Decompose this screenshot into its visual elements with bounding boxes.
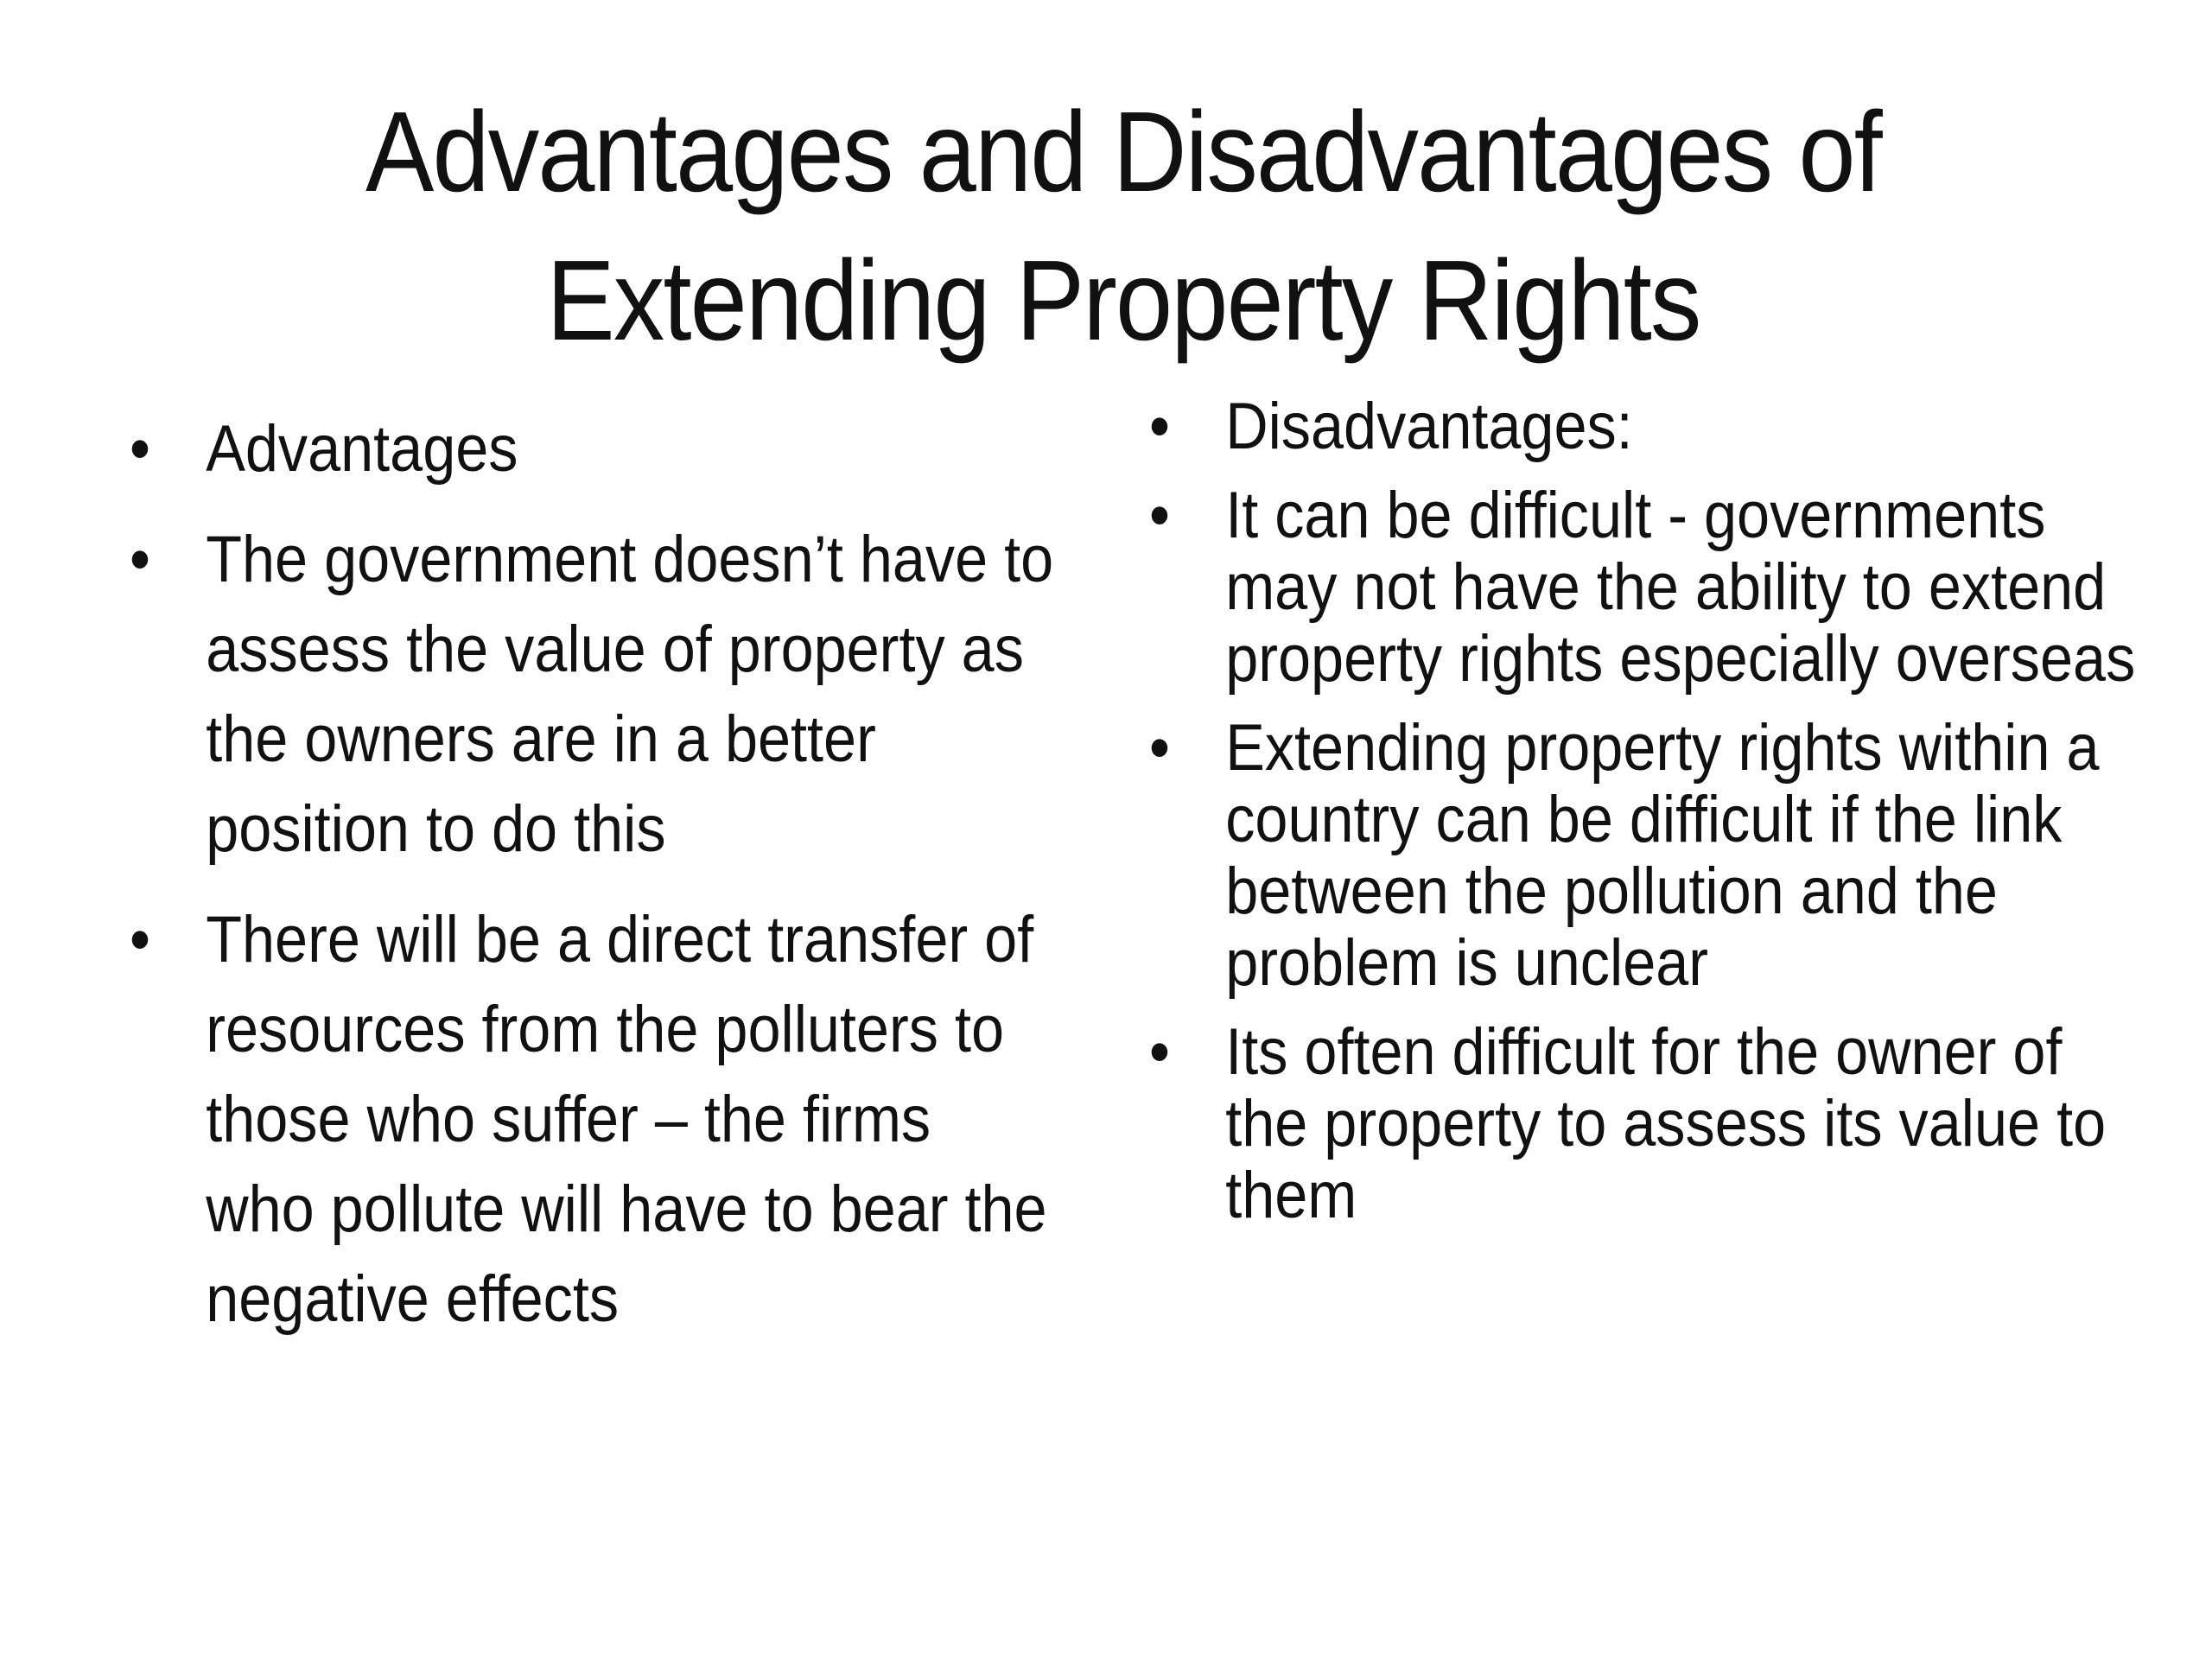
disadvantage-text: It can be difficult - governments may not have the ability to extend property rights especially overseas <box>1225 479 2136 696</box>
disadvantages-heading: Disadvantages: <box>1225 390 1633 463</box>
advantage-item <box>130 895 1055 1344</box>
bullet-icon: • <box>1149 711 1170 785</box>
advantage-text: The government doesn’t have to assess the value of property as the owners are in a better position to do this <box>206 523 1054 866</box>
disadvantage-text: Its often difficult for the owner of the property to assess its value to them <box>1225 1015 2107 1232</box>
disadvantage-item <box>1149 712 2152 999</box>
bullet-icon: • <box>130 903 150 976</box>
slide-title <box>346 78 1901 375</box>
bullet-icon: • <box>130 412 150 486</box>
disadvantage-item <box>1149 1016 2152 1231</box>
disadvantage-item <box>1149 480 2152 695</box>
advantages-heading: Advantages <box>206 412 518 486</box>
advantage-item <box>130 515 1055 874</box>
slide-title-line-2: Extending Property Rights <box>546 237 1700 364</box>
bullet-icon: • <box>1149 390 1170 463</box>
advantages-list <box>130 404 1055 1365</box>
bullet-icon: • <box>1149 1015 1170 1089</box>
advantage-text: There will be a direct transfer of resources from the polluters to those who suffer – the firms who pollute will have to bear the negative effects <box>206 903 1047 1336</box>
disadvantages-list <box>1149 391 2152 1249</box>
disadvantages-heading-item <box>1149 391 2152 462</box>
advantages-heading-item <box>130 404 1055 494</box>
bullet-icon: • <box>130 523 150 596</box>
bullet-icon: • <box>1149 479 1170 552</box>
slide-title-line-1: Advantages and Disadvantages of <box>365 88 1881 215</box>
disadvantage-text: Extending property rights within a country can be difficult if the link between the pollution and the problem is unclear <box>1225 711 2100 1000</box>
